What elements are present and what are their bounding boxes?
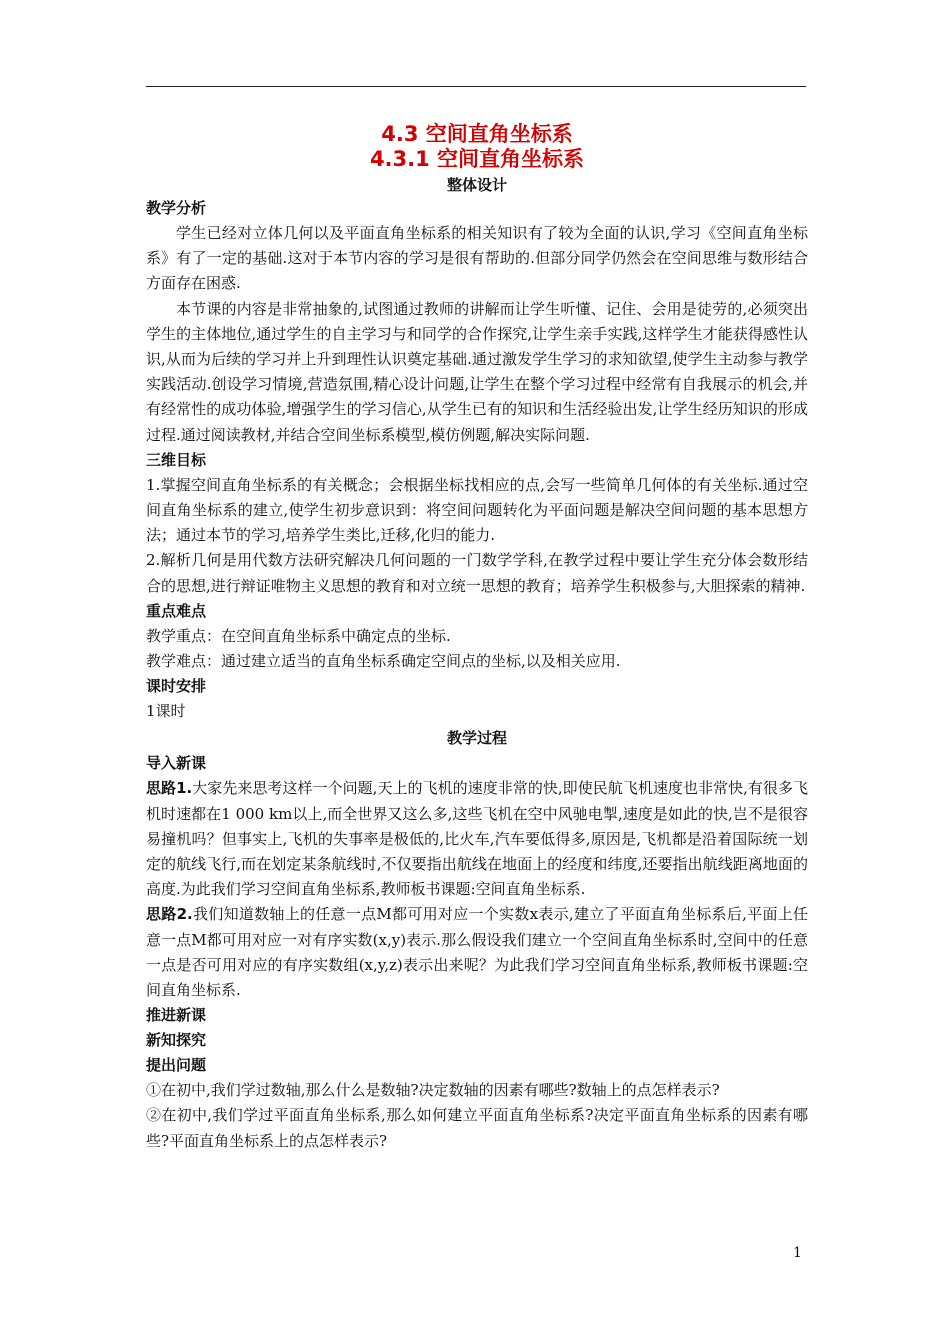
question-2: ②在初中,我们学过平面直角坐标系,那么如何建立平面直角坐标系?决定平面直角坐标系的因素有哪些?平面直角坐标系上的点怎样表示?: [146, 1106, 808, 1150]
analysis-paragraph-2: 本节课的内容是非常抽象的,试图通过教师的讲解而让学生听懂、记住、会用是徒劳的,必须突出学生的主体地位,通过学生的自主学习与和同学的合作探究,让学生亲手实践,这样学生才能获得感性认识,从而为后续的学习并上升到理性认识奠定基础.通过激发学生学习的求知欲望,使学生主动参与教学实践活动.创设学习情境,营造氛围,精心设计问题,让学生在整个学习过程中经常有自我展示的机会,并有经常性的成功体验,增强学生的学习信心,从学生已有的知识和生活经验出发,让学生经历知识的形成过程.通过阅读教材,并结合空间坐标系模型,模仿例题,解决实际问题.: [146, 299, 808, 444]
idea-1-paragraph: [146, 776, 808, 902]
idea-1-label: 思路1.: [146, 779, 193, 798]
process-heading: 教学过程: [446, 729, 507, 748]
goal-2: 2.解析几何是用代数方法研究解决几何问题的一门数学学科,在教学过程中要让学生充分体会数形结合的思想,进行辩证唯物主义思想的教育和对立统一思想的教育；培养学生积极参与,大胆探索的精神.: [146, 551, 808, 595]
goals-heading: 三维目标: [146, 450, 207, 469]
question-heading: 提出问题: [146, 1056, 207, 1075]
header-rule: [146, 86, 806, 87]
difficult-point: 教学难点：通过建立适当的直角坐标系确定空间点的坐标,以及相关应用.: [146, 652, 621, 671]
page-number: 1: [793, 1245, 802, 1261]
section-title: 4.3 空间直角坐标系: [381, 122, 573, 146]
idea-2-label: 思路2.: [146, 905, 193, 924]
idea-2-paragraph: [146, 902, 808, 1003]
question-1: ①在初中,我们学过数轴,那么什么是数轴?决定数轴的因素有哪些?数轴上的点怎样表示?: [146, 1081, 720, 1100]
analysis-heading: 教学分析: [146, 199, 207, 217]
intro-heading: 导入新课: [146, 754, 207, 773]
idea-2-text: 我们知道数轴上的任意一点M都可用对应一个实数x表示,建立了平面直角坐标系后,平面上任意一点M都可用对应一对有序实数(x,y)表示.那么假设我们建立一个空间直角坐标系时,空间中的任意一点是否可用对应的有序实数组(x,y,z)表示出来呢？为此我们学习空间直角坐标系,教师板书课题:空间直角坐标系.: [146, 905, 809, 1000]
document-body: [146, 122, 808, 1154]
key-points-heading: 重点难点: [146, 601, 207, 620]
schedule-heading: 课时安排: [146, 677, 207, 696]
explore-heading: 新知探究: [146, 1031, 207, 1050]
schedule-text: 1课时: [146, 702, 186, 721]
subsection-title: 4.3.1 空间直角坐标系: [369, 147, 585, 171]
overall-design-heading: 整体设计: [446, 176, 507, 194]
goal-1: 1.掌握空间直角坐标系的有关概念；会根据坐标找相应的点,会写一些简单几何体的有关坐标.通过空间直角坐标系的建立,使学生初步意识到：将空间问题转化为平面问题是解决空间问题的基本思想方法；通过本节的学习,培养学生类比,迁移,化归的能力.: [146, 475, 808, 545]
advance-heading: 推进新课: [146, 1006, 207, 1025]
idea-1-text: 大家先来思考这样一个问题,天上的飞机的速度非常的快,即使民航飞机速度也非常快,有很多飞机时速都在1 000 km以上,而全世界又这么多,这些飞机在空中风驰电掣,速度是如此的快,岂不是很容易撞机吗？但事实上,飞机的失事率是极低的,比火车,汽车要低得多,原因是,飞机都是沿着国际统一划定的航线飞行,而在划定某条航线时,不仅要指出航线在地面上的经度和纬度,还要指出航线距离地面的高度.为此我们学习空间直角坐标系,教师板书课题:空间直角坐标系.: [146, 779, 809, 899]
analysis-paragraph-1: 学生已经对立体几何以及平面直角坐标系的相关知识有了较为全面的认识,学习《空间直角坐标系》有了一定的基础.这对于本节内容的学习是很有帮助的.但部分同学仍然会在空间思维与数形结合方面存在困惑.: [146, 224, 808, 293]
key-point: 教学重点：在空间直角坐标系中确定点的坐标.: [146, 626, 451, 645]
